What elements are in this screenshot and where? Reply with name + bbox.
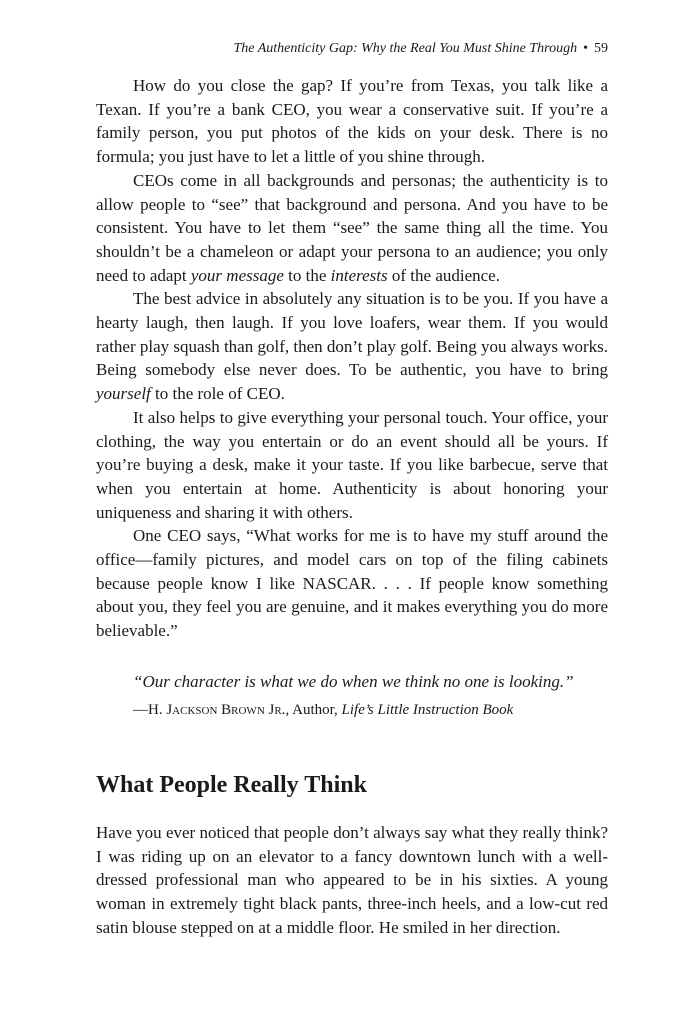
attribution-role: , Author, xyxy=(285,701,342,718)
paragraph-4: It also helps to give everything your personal touch. Your office, your clothing, the way you entertain or do an event should all be yours. If you’re buying a desk, make it your taste. If you like barbecue, serve that when you entertain at home. Authenticity is about honoring your uniqueness and sharing it with others. xyxy=(96,407,608,522)
paragraph-2 xyxy=(96,169,608,288)
attribution-name: H. Jackson Brown Jr. xyxy=(148,701,286,718)
running-title: The Authenticity Gap: Why the Real You Must Shine Through xyxy=(233,41,578,56)
section-heading: What People Really Think xyxy=(96,771,367,798)
paragraph-2-emphasis-1: your message xyxy=(190,265,284,285)
book-page xyxy=(96,38,608,939)
paragraph-3-text-b: to the role of CEO. xyxy=(150,384,285,404)
paragraph-3-text-a: The best advice in absolutely any situation is to be you. If you have a hearty laugh, then laugh. If you love loafers, wear them. If you would rather play squash than golf, then don’t play golf. Being you always works. Being somebody else never does. To be authentic, you have to bring xyxy=(96,289,608,380)
running-header xyxy=(96,38,608,60)
paragraph-2-text-a: CEOs come in all backgrounds and personas; the authenticity is to allow people to “see” that background and persona. And you have to be consistent. You have to let them “see” the same thing all the time. You shouldn’t be a chameleon or adapt your persona to an audience; you only need to adapt xyxy=(96,170,608,285)
paragraph-5: One CEO says, “What works for me is to have my stuff around the office—family pictures, and model cars on top of the filing cabinets because people know I like NASCAR. . . . If people know something about you, they feel you are genuine, and it makes everything you do more believable.” xyxy=(96,526,608,641)
header-separator: • xyxy=(583,41,588,56)
attribution-book: Life’s Little Instruction Book xyxy=(341,701,514,718)
paragraph-2-text-b: to the xyxy=(283,265,331,285)
epigraph-attribution xyxy=(133,699,608,721)
paragraph-2-emphasis-2: interests xyxy=(330,265,388,285)
attribution-dash: — xyxy=(133,701,148,718)
paragraph-2-text-c: of the audience. xyxy=(387,265,500,285)
paragraph-1: How do you close the gap? If you’re from Texas, you talk like a Texan. If you’re a bank CEO, you wear a conservative suit. If you’re a family person, you put photos of the kids on your desk. There is no formula; you just have to let a little of you shine through. xyxy=(96,76,608,167)
paragraph-3-emphasis: yourself xyxy=(96,384,151,404)
epigraph-quote: “Our character is what we do when we think no one is looking.” xyxy=(133,671,574,691)
section-paragraph-1: Have you ever noticed that people don’t always say what they really think? I was riding up on an elevator to a fancy downtown lunch with a well-dressed professional man who appeared to be in his sixties. A young woman in extremely tight black pants, three-inch heels, and a low-cut red satin blouse stepped on at a middle floor. He smiled in her direction. xyxy=(96,822,608,937)
epigraph xyxy=(133,670,608,721)
page-number: 59 xyxy=(594,41,608,56)
paragraph-3 xyxy=(96,287,608,406)
